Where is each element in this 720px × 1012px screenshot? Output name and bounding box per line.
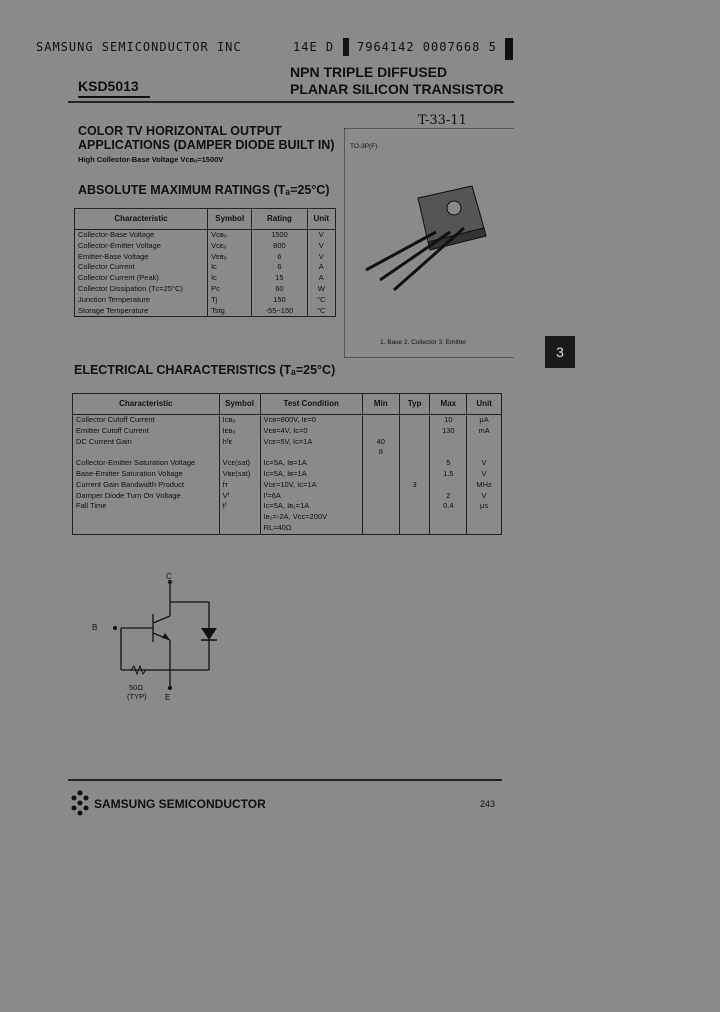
table-row (75, 230, 336, 241)
table-cell (430, 480, 467, 491)
barcode-mark-right (505, 38, 513, 60)
table-cell: 150 (252, 295, 307, 306)
table-row (73, 415, 502, 426)
table-cell: Collector-Emitter Voltage (75, 241, 208, 252)
elec-heading: ELECTRICAL CHARACTERISTICS (Tₐ=25°C) (74, 363, 336, 377)
table-cell (399, 501, 430, 512)
abs-max-heading: ABSOLUTE MAXIMUM RATINGS (Tₐ=25°C) (78, 183, 330, 197)
table-cell: 0.4 (430, 501, 467, 512)
table-row (73, 447, 502, 458)
table-cell: Vᴄᴇ=10V, Iᴄ=1A (260, 480, 362, 491)
table-cell: MHz (467, 480, 502, 491)
table-cell: A (307, 273, 336, 284)
table-cell (362, 469, 399, 480)
table-cell: Vᴄᴇ(sat) (219, 458, 260, 469)
table-cell: Vᴄᴇₒ (208, 241, 252, 252)
table-cell (73, 523, 220, 534)
table-cell: DC Current Gain (73, 437, 220, 448)
table-cell: 40 (362, 437, 399, 448)
table-cell: Tj (208, 295, 252, 306)
col-header: Max (430, 394, 467, 415)
table-cell: 15 (252, 273, 307, 284)
table-row (75, 306, 336, 317)
table-cell (219, 512, 260, 523)
table-cell (467, 437, 502, 448)
elec-table (72, 393, 502, 535)
table-cell: Fall Time (73, 501, 220, 512)
handwritten-reference: T-33-11 (418, 113, 467, 128)
table-cell: Storage Temperature (75, 306, 208, 317)
application-line-1: COLOR TV HORIZONTAL OUTPUT (78, 124, 282, 138)
header-code-left: 14E D (293, 40, 335, 54)
table-cell (219, 523, 260, 534)
table-cell: -55~150 (252, 306, 307, 317)
footer-rule (68, 779, 502, 781)
table-cell: Collector-Base Voltage (75, 230, 208, 241)
table-cell: Emitter Cutoff Current (73, 426, 220, 437)
table-cell (430, 447, 467, 458)
title-line-1: NPN TRIPLE DIFFUSED (290, 64, 448, 80)
table-cell: V (467, 458, 502, 469)
table-cell (399, 469, 430, 480)
table-cell (260, 447, 362, 458)
table-cell (73, 447, 220, 458)
table-cell (362, 512, 399, 523)
table-cell: RL=40Ω (260, 523, 362, 534)
table-cell: V (467, 491, 502, 502)
resistor-value: 50Ω (129, 683, 143, 692)
table-cell (362, 415, 399, 426)
table-cell: Tstg (208, 306, 252, 317)
table-row (73, 469, 502, 480)
table-cell: Collector Current (Peak) (75, 273, 208, 284)
table-cell (362, 480, 399, 491)
table-cell (399, 512, 430, 523)
header-code-right: 7964142 0007668 5 (357, 40, 497, 54)
table-cell: Vᴄʙₒ (208, 230, 252, 241)
table-cell: V (307, 252, 336, 263)
table-cell (73, 512, 220, 523)
table-cell (362, 523, 399, 534)
table-cell (467, 512, 502, 523)
table-cell: Iᴄ=5A, Iʙ=1A (260, 469, 362, 480)
table-cell: Collector-Emitter Saturation Voltage (73, 458, 220, 469)
table-cell: 10 (430, 415, 467, 426)
table-cell: 5 (430, 458, 467, 469)
table-cell: V (467, 469, 502, 480)
barcode-mark (343, 38, 349, 56)
col-header: Typ (399, 394, 430, 415)
table-cell: Collector Dissipation (Tᴄ=25°C) (75, 284, 208, 295)
table-cell (467, 447, 502, 458)
table-row (73, 523, 502, 534)
table-cell: Iᴄ=5A, Iʙ=1A (260, 458, 362, 469)
section-tab: 3 (545, 336, 575, 368)
table-cell: Iᴄʙₒ (219, 415, 260, 426)
abs-max-body (75, 230, 336, 317)
table-cell: hᶠᴇ (219, 437, 260, 448)
table-cell: Vᶠ (219, 491, 260, 502)
table-cell: Iᴇʙₒ (219, 426, 260, 437)
table-row (73, 491, 502, 502)
table-row (73, 501, 502, 512)
application-line-2: APPLICATIONS (DAMPER DIODE BUILT IN) (78, 138, 335, 152)
table-cell: Vʙᴇ(sat) (219, 469, 260, 480)
title-line-2: PLANAR SILICON TRANSISTOR (290, 81, 504, 97)
table-cell: mA (467, 426, 502, 437)
part-number-underline (78, 96, 150, 98)
table-cell: Pᴄ (208, 284, 252, 295)
table-cell (399, 447, 430, 458)
col-header: Rating (252, 209, 307, 230)
table-cell: 6 (252, 262, 307, 273)
table-row (75, 295, 336, 306)
table-cell: Collector Cutoff Current (73, 415, 220, 426)
table-cell: Emitter-Base Voltage (75, 252, 208, 263)
table-row (75, 273, 336, 284)
table-row (75, 284, 336, 295)
table-row (75, 252, 336, 263)
table-cell: Vᴇʙₒ (208, 252, 252, 263)
table-cell: μs (467, 501, 502, 512)
table-cell: Iᴄ (208, 262, 252, 273)
table-cell: Current Gain Bandwidth Product (73, 480, 220, 491)
table-cell: Iᴄ (208, 273, 252, 284)
table-row (75, 241, 336, 252)
table-cell (399, 458, 430, 469)
table-row (73, 480, 502, 491)
col-header: Min (362, 394, 399, 415)
table-row (73, 426, 502, 437)
table-cell: Vᴄᴇ=5V, Iᴄ=1A (260, 437, 362, 448)
table-cell: Base-Emitter Saturation Voltage (73, 469, 220, 480)
table-cell (362, 491, 399, 502)
elec-body (73, 415, 502, 535)
table-cell (399, 426, 430, 437)
table-cell: Junction Temperature (75, 295, 208, 306)
table-cell: Iʙ₂=-2A, Vᴄᴄ=200V (260, 512, 362, 523)
abs-max-table (74, 208, 336, 317)
table-cell (430, 437, 467, 448)
table-cell: 3 (399, 480, 430, 491)
table-cell: °C (307, 295, 336, 306)
table-row (75, 262, 336, 273)
table-cell: 2 (430, 491, 467, 502)
table-cell: μA (467, 415, 502, 426)
table-cell (399, 523, 430, 534)
col-header: Characteristic (75, 209, 208, 230)
table-cell: 6 (252, 252, 307, 263)
table-cell (219, 447, 260, 458)
table-cell: Vᴄʙ=800V, Iᴇ=0 (260, 415, 362, 426)
package-frame (344, 128, 514, 358)
col-header: Symbol (208, 209, 252, 230)
table-cell (467, 523, 502, 534)
resistor-note: (TYP) (127, 692, 147, 701)
terminal-collector: C (166, 572, 172, 581)
table-cell: 60 (252, 284, 307, 295)
table-row (73, 512, 502, 523)
table-cell: °C (307, 306, 336, 317)
application-note: High Collector-Base Voltage Vᴄʙₒ=1500V (78, 155, 224, 164)
table-cell: A (307, 262, 336, 273)
package-box (344, 128, 514, 358)
col-header: Test Condition (260, 394, 362, 415)
table-cell (430, 523, 467, 534)
table-row (73, 458, 502, 469)
page-number: 243 (480, 799, 496, 809)
table-cell (362, 426, 399, 437)
table-cell (430, 512, 467, 523)
table-cell: tᶠ (219, 501, 260, 512)
table-cell (399, 437, 430, 448)
table-cell: 1.5 (430, 469, 467, 480)
table-cell: Vᴇʙ=4V, Iᴄ=0 (260, 426, 362, 437)
table-cell: 8 (362, 447, 399, 458)
col-header: Unit (307, 209, 336, 230)
col-header: Characteristic (73, 394, 220, 415)
to3p-package-drawing (366, 186, 486, 290)
table-cell: W (307, 284, 336, 295)
table-cell: 800 (252, 241, 307, 252)
header-company: SAMSUNG SEMICONDUCTOR INC (36, 40, 242, 54)
table-row (73, 437, 502, 448)
table-cell: 1500 (252, 230, 307, 241)
package-label: TO-3P(F) (350, 143, 378, 150)
table-cell: fᴛ (219, 480, 260, 491)
package-pins: 1. Base 2. Collector 3. Emitter (380, 339, 467, 346)
table-cell (362, 501, 399, 512)
equivalent-circuit (85, 570, 245, 710)
table-cell: 130 (430, 426, 467, 437)
table-cell (399, 415, 430, 426)
title-rule (68, 101, 514, 103)
table-cell: Collector Current (75, 262, 208, 273)
col-header: Symbol (219, 394, 260, 415)
footer-brand: SAMSUNG SEMICONDUCTOR (94, 797, 266, 811)
table-cell: Iᴄ=5A, Iʙ₁=1A (260, 501, 362, 512)
table-cell: Damper Diode Turn On Voltage (73, 491, 220, 502)
terminal-emitter: E (165, 693, 171, 702)
table-cell (399, 491, 430, 502)
table-cell (362, 458, 399, 469)
table-cell: Iᶠ=6A (260, 491, 362, 502)
table-cell: V (307, 241, 336, 252)
part-number: KSD5013 (78, 78, 139, 94)
samsung-logo-icon (70, 790, 90, 816)
col-header: Unit (467, 394, 502, 415)
terminal-base: B (92, 623, 98, 632)
table-cell: V (307, 230, 336, 241)
